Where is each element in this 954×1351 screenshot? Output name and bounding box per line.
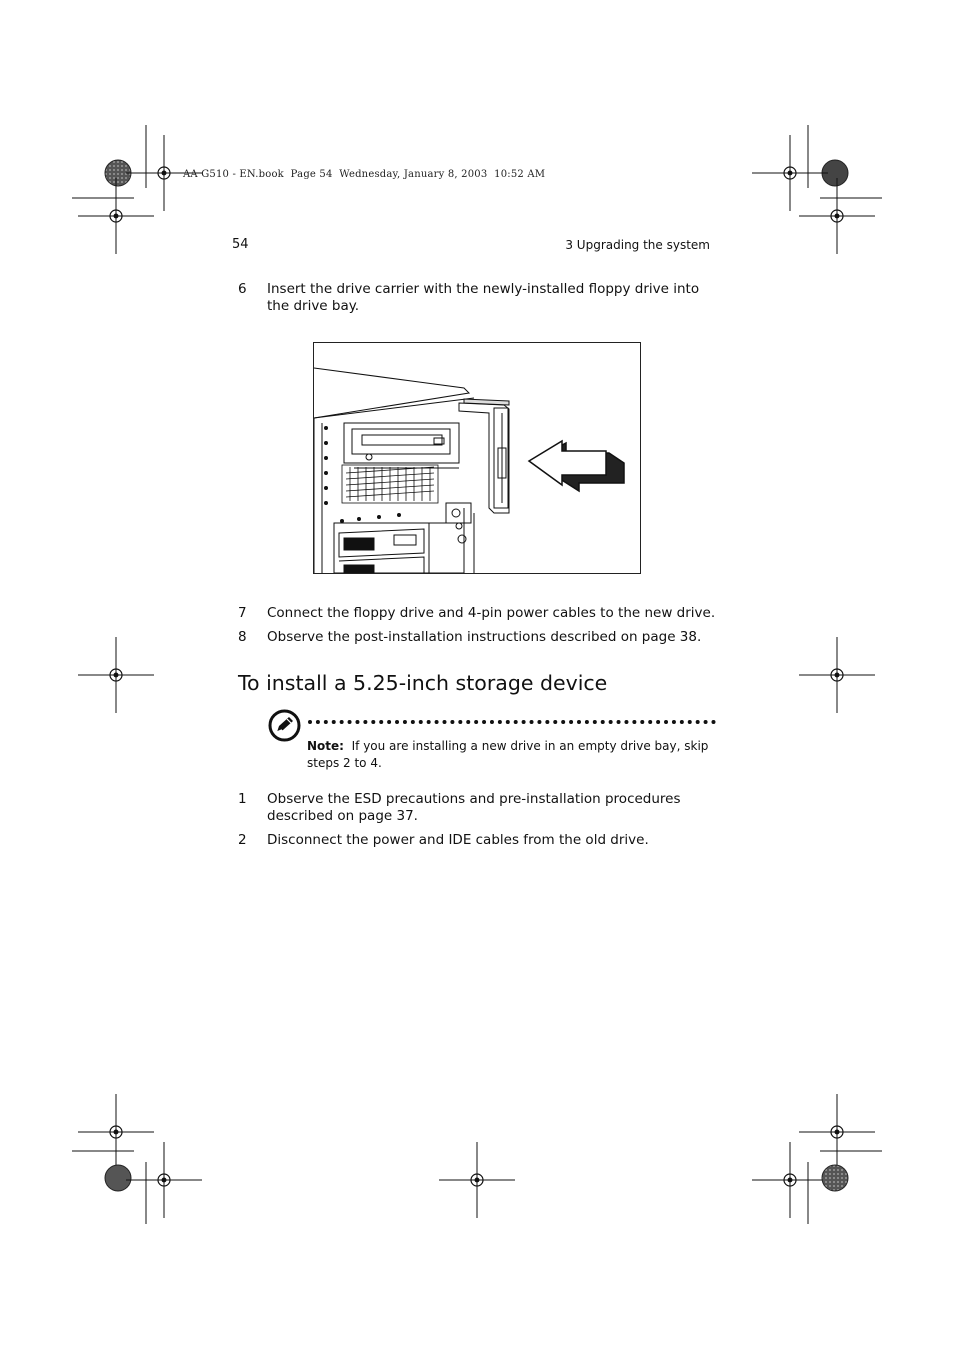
step-text: Observe the post-installation instructions described on page 38. [267,629,702,645]
step-1 [238,791,718,827]
note-pencil-icon [268,709,301,742]
step-number: 1 [238,791,247,807]
step-8 [238,629,718,647]
note [307,738,715,771]
running-head: 3 Upgrading the system [565,238,710,252]
page-number: 54 [232,237,249,252]
step-text: Insert the drive carrier with the newly-installed floppy drive into the drive bay. [267,281,700,314]
step-text: Observe the ESD precautions and pre-installation procedures described on page 37. [267,791,681,824]
step-7 [238,605,718,623]
note-body: If you are installing a new drive in an empty drive bay, skip steps 2 to 4. [307,739,709,770]
section-heading: To install a 5.25-inch storage device [238,671,608,695]
step-text: Connect the floppy drive and 4-pin power cables to the new drive. [267,605,716,621]
step-6 [238,281,718,317]
step-number: 7 [238,605,247,621]
print-slug: AA G510 - EN.book Page 54 Wednesday, January 8, 2003 10:52 AM [183,169,546,180]
step-number: 8 [238,629,247,645]
drive-insertion-illustration [313,342,641,574]
step-2 [238,832,718,850]
step-text: Disconnect the power and IDE cables from the old drive. [267,832,649,848]
step-number: 2 [238,832,247,848]
note-label: Note: [307,739,344,753]
note-divider [308,720,716,724]
step-number: 6 [238,281,247,297]
